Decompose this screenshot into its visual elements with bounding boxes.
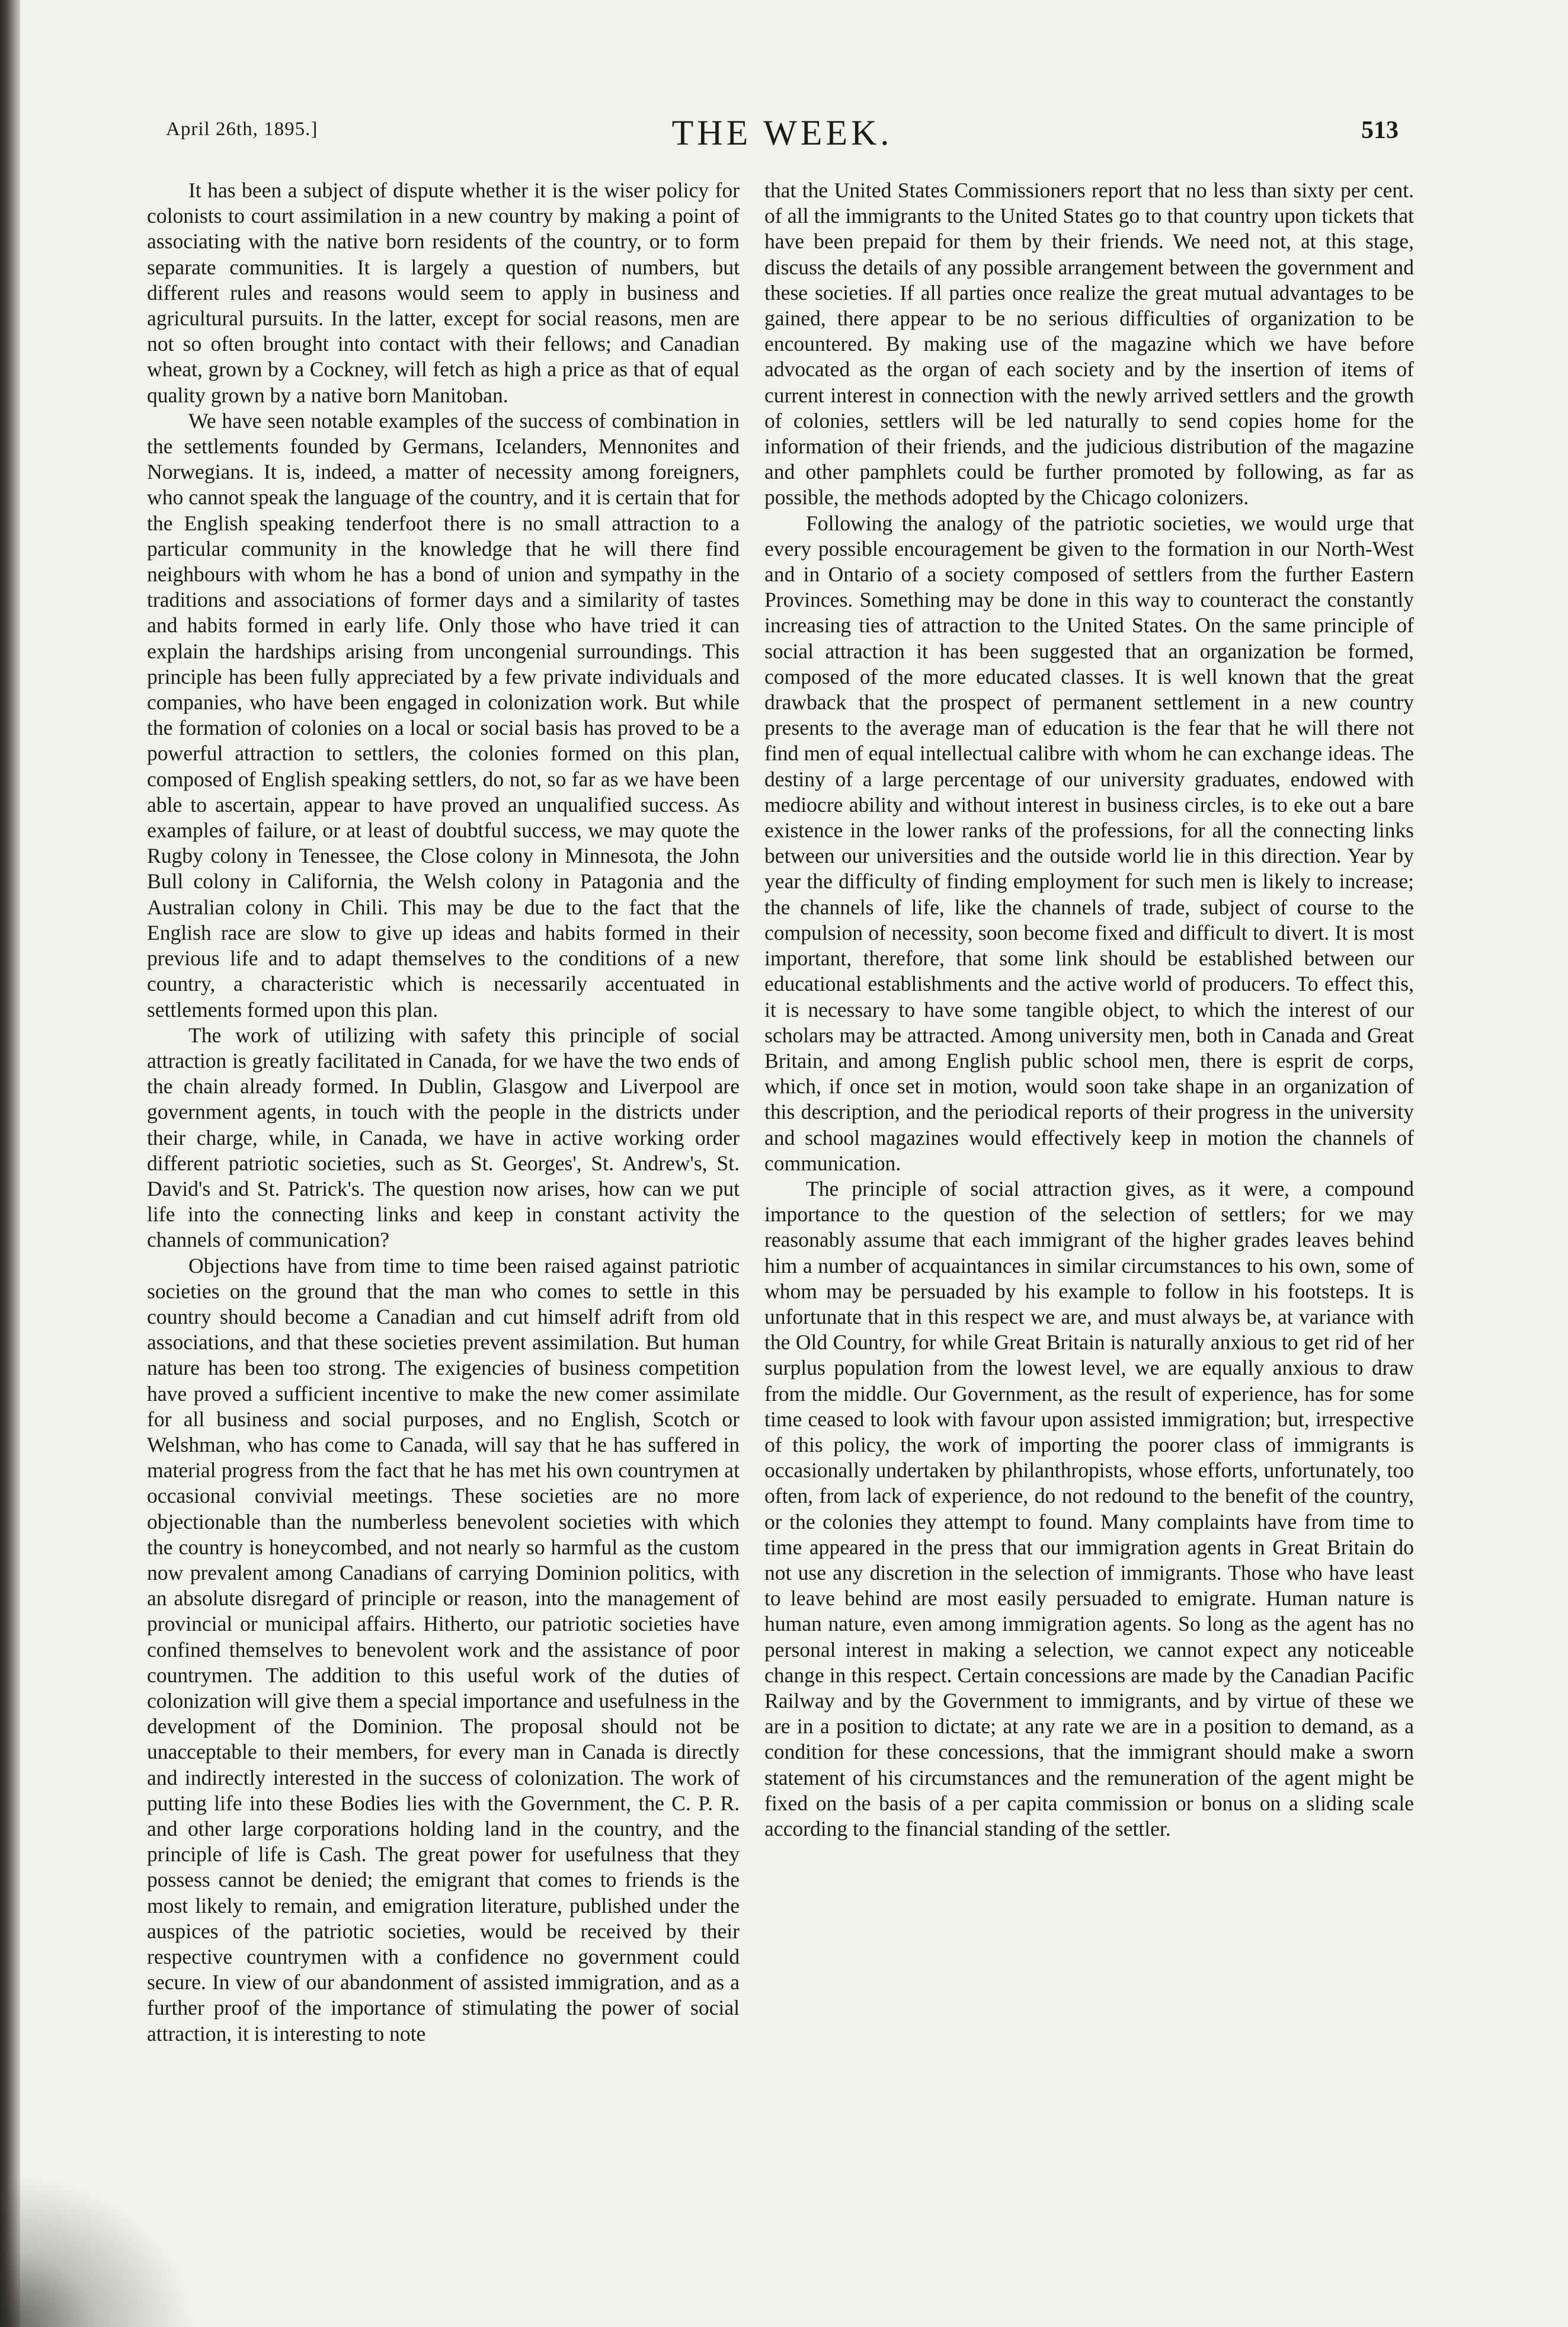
left-column (147, 178, 740, 2216)
paragraph: The principle of social attraction gives, as it were, a compound importance to the question of the selection of settlers; for we may reasonably assume that each immigrant of the higher grades leaves behind him a number of acquaintances in similar circumstances to his own, some of whom may be persuaded by his example to follow in his footsteps. It is unfortunate that in this respect we are, and must always be, at variance with the Old Country, for while Great Britain is naturally anxious to get rid of her surplus population from the lowest level, we are equally anxious to draw from the middle. Our Government, as the result of experience, has for some time ceased to look with favour upon assisted immigration; but, irrespective of this policy, the work of importing the poorer class of immigrants is occasionally undertaken by philanthropists, whose efforts, unfortunately, too often, from lack of experience, do not redound to the benefit of the country, or the colonies they attempt to found. Many complaints have from time to time appeared in the press that our immigration agents in Great Britain do not use any discretion in the selection of immigrants. Those who have least to leave behind are most easily persuaded to emigrate. Human nature is human nature, even among immigration agents. So long as the agent has no personal interest in making a selection, we cannot expect any noticeable change in this respect. Certain concessions are made by the Canadian Pacific Railway and by the Government to immigrants, and by virtue of these we are in a position to dictate; at any rate we are in a position to demand, as a condition for these concessions, that the immigrant should make a sworn statement of his circumstances and the remuneration of the agent might be fixed on the basis of a per capita commission or bonus on a sliding scale according to the financial standing of the settler. (764, 1176, 1414, 1841)
masthead-title: THE WEEK. (671, 113, 893, 152)
paragraph: Following the analogy of the patriotic societies, we would urge that every possible encouragement be given to the formation in our North-West and in Ontario of a society composed of settlers from the further Eastern Provinces. Something may be done in this way to counteract the constantly increasing ties of attraction to the United States. On the same principle of social attraction it has been suggested that an organization be formed, composed of the more educated classes. It is well known that the great drawback that the prospect of permanent settlement in a new country presents to the average man of education is the fear that he will there not find men of equal intellectual calibre with whom he can exchange ideas. The destiny of a large percentage of our university graduates, endowed with mediocre ability and without interest in business circles, is to eke out a bare existence in the lower ranks of the professions, for all the connecting links between our universities and the outside world lie in this direction. Year by year the difficulty of finding employment for such men is likely to increase; the channels of life, like the channels of trade, subject of course to the compulsion of necessity, soon become fixed and difficult to divert. It is most important, therefore, that some link should be established between our educational establishments and the active world of producers. To effect this, it is necessary to have some tangible object, to which the interest of our scholars may be attracted. Among university men, both in Canada and Great Britain, and among English public school men, there is esprit de corps, which, if once set in motion, would soon take shape in an organization of this description, and the periodical reports of their progress in the university and school magazines would effectively keep in motion the channels of communication. (764, 511, 1414, 1175)
paragraph: It has been a subject of dispute whether it is the wiser policy for colonists to court assimilation in a new country by making a point of associating with the native born residents of the country, or to form separate communities. It is largely a question of numbers, but different rules and reasons would seem to apply in business and agricultural pursuits. In the latter, except for social reasons, men are not so often brought into contact with their fellows; and Canadian wheat, grown by a Cockney, will fetch as high a price as that of equal quality grown by a native born Manitoban. (147, 178, 740, 407)
right-column (764, 178, 1414, 2216)
issue-date: April 26th, 1895.] (166, 119, 318, 140)
paragraph: that the United States Commissioners report that no less than sixty per cent. of all the immigrants to the United States go to that country upon tickets that have been prepaid for them by their friends. We need not, at this stage, discuss the details of any possible arrangement between the government and these societies. If all parties once realize the great mutual advantages to be gained, there appear to be no serious difficulties of organization to be encountered. By making use of the magazine which we have before advocated as the organ of each society and by the insertion of items of current interest in connection with the newly arrived settlers and the growth of colonies, settlers will be led naturally to send copies home for the information of their friends, and the judicious distribution of the magazine and other pamphlets could be further promoted by following, as far as possible, the methods adopted by the Chicago colonizers. (764, 178, 1414, 510)
page-header (166, 113, 1399, 160)
paragraph: We have seen notable examples of the success of combination in the settlements founded by Germans, Icelanders, Mennonites and Norwegians. It is, indeed, a matter of necessity among foreigners, who cannot speak the language of the country, and it is certain that for the English speaking tenderfoot there is no small attraction to a particular community in the knowledge that he will there find neighbours with whom he has a bond of union and sympathy in the traditions and associations of former days and a similarity of tastes and habits formed in early life. Only those who have tried it can explain the hardships arising from uncongenial surroundings. This principle has been fully appreciated by a few private individuals and companies, who have been engaged in colonization work. But while the formation of colonies on a local or social basis has proved to be a powerful attraction to settlers, the colonies formed on this plan, composed of English speaking settlers, do not, so far as we have been able to ascertain, appear to have proved an unqualified success. As examples of failure, or at least of doubtful success, we may quote the Rugby colony in Tenessee, the Close colony in Minnesota, the John Bull colony in California, the Welsh colony in Patagonia and the Australian colony in Chili. This may be due to the fact that the English race are slow to give up ideas and habits formed in their previous life and to adapt themselves to the conditions of a new country, a characteristic which is necessarily accentuated in settlements formed upon this plan. (147, 408, 740, 1022)
page-number: 513 (1361, 117, 1399, 144)
page-left-edge (0, 0, 20, 2327)
paragraph: The work of utilizing with safety this principle of social attraction is greatly facilitated in Canada, for we have the two ends of the chain already formed. In Dublin, Glasgow and Liverpool are government agents, in touch with the people in the districts under their charge, while, in Canada, we have in active working order different patriotic societies, such as St. Georges', St. Andrew's, St. David's and St. Patrick's. The question now arises, how can we put life into the connecting links and keep in constant activity the channels of communication? (147, 1023, 740, 1252)
paragraph: Objections have from time to time been raised against patriotic societies on the ground that the man who comes to settle in this country should become a Canadian and cut himself adrift from old associations, and that these societies prevent assimilation. But human nature has been too strong. The exigencies of business competition have proved a sufficient incentive to make the new comer assimilate for all business and social purposes, and no English, Scotch or Welshman, who has come to Canada, will say that he has suffered in material progress from the fact that he has met his own countrymen at occasional convivial meetings. These societies are no more objectionable than the numberless benevolent societies with which the country is honeycombed, and not nearly so harmful as the custom now prevalent among Canadians of carrying Dominion politics, with an absolute disregard of principle or reason, into the management of provincial or municipal affairs. Hitherto, our patriotic societies have confined themselves to benevolent work and the assistance of poor countrymen. The addition to this useful work of the duties of colonization will give them a special importance and usefulness in the development of the Dominion. The proposal should not be unacceptable to their members, for every man in Canada is directly and indirectly interested in the success of colonization. The work of putting life into these Bodies lies with the Government, the C. P. R. and other large corporations holding land in the country, and the principle of life is Cash. The great power for usefulness that they possess cannot be denied; the emigrant that comes to friends is the most likely to remain, and emigration literature, published under the auspices of the patriotic societies, would be received by their respective countrymen with a confidence no government could secure. In view of our abandonment of assisted immigration, and as a further proof of the importance of stimulating the power of social attraction, it is interesting to note (147, 1253, 740, 2046)
